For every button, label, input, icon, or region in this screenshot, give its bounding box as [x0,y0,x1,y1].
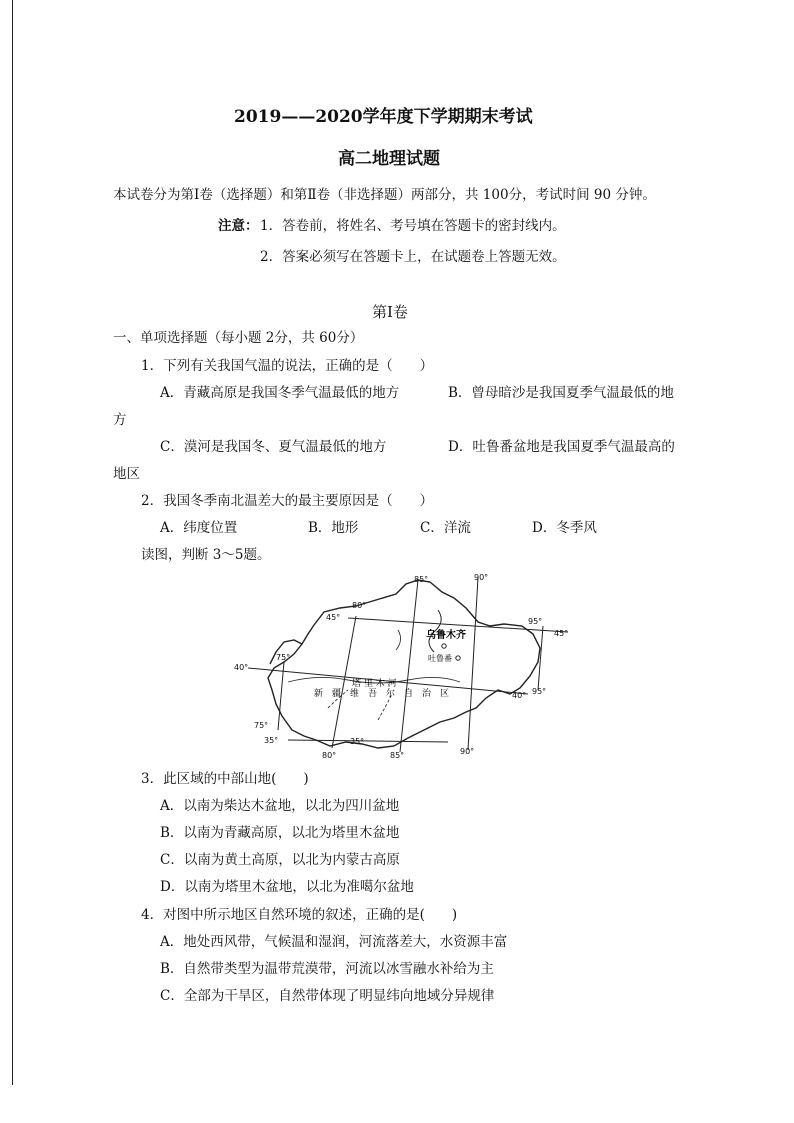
exam-subtitle: 高二地理试题 [338,149,440,169]
label-35-left: 35° [264,736,279,745]
meridian-85 [400,580,418,752]
label-90-bottom: 90° [460,747,475,756]
label-80-top: 80° [352,601,367,610]
q3-option-a: A．以南为柴达木盆地，以北为四川盆地 [160,798,400,814]
q2-option-a: A．纬度位置 [160,520,238,536]
meridian-75 [278,662,284,730]
label-75-bottom: 75° [254,721,269,730]
exam-title: 2019——2020学年度下学期期末考试 [234,107,533,127]
exam-intro: 本试卷分为第Ⅰ卷（选择题）和第Ⅱ卷（非选择题）两部分，共 100分，考试时间 90 分钟。 [113,187,656,203]
binding-margin-line [12,0,13,1085]
q1-option-c: C．漠河是我国冬、夏气温最低的地方 [160,439,387,455]
notes-label: 注意： [218,218,259,234]
city-turpan: 吐鲁番 [428,654,452,663]
q4-option-b: B．自然带类型为温带荒漠带，河流以冰雪融水补给为主 [160,961,494,977]
q1-option-d: D．吐鲁番盆地是我国夏季气温最高的 [448,439,675,455]
q1-option-a: A．青藏高原是我国冬季气温最低的地方 [160,385,400,401]
note-item-1: 1．答卷前，将姓名、考号填在答题卡的密封线内。 [260,218,566,234]
xinjiang-map [228,570,568,760]
q1-option-b: B．曾母暗沙是我国夏季气温最低的地 [448,385,674,401]
q2-option-b: B．地形 [308,520,359,536]
q2-option-d: D．冬季风 [532,520,597,536]
q1-option-d-continued: 地区 [113,466,140,482]
q4-stem: 4．对图中所示地区自然环境的叙述，正确的是( ) [141,907,458,923]
meridian-90 [468,578,478,750]
label-35-bottom: 35° [350,737,365,746]
q3-option-d: D．以南为塔里木盆地，以北为准噶尔盆地 [160,879,414,895]
label-75-top: 75° [276,653,291,662]
parallel-35 [288,740,448,742]
label-80-bottom: 80° [322,751,337,760]
label-90-top: 90° [474,573,489,582]
tarim-river-label: 塔 里 木 河 [352,679,397,689]
label-45-left: 45° [326,613,341,622]
label-45-right: 45° [554,629,568,638]
part-heading: 一、单项选择题（每小题 2分，共 60分） [113,330,364,346]
note-item-2: 2．答案必须写在答题卡上，在试题卷上答题无效。 [260,249,566,265]
label-85-bottom: 85° [390,751,405,760]
q4-option-c: C．全部为干旱区，自然带体现了明显纬向地域分异规律 [160,988,495,1004]
section-heading: 第Ⅰ卷 [372,303,408,321]
map-outline [268,580,543,748]
turpan-marker [456,656,460,660]
q3-stem: 3．此区域的中部山地( ) [141,771,309,787]
label-85: 85° [414,575,429,584]
city-urumqi: 乌鲁木齐 [426,630,466,641]
q1-stem: 1．下列有关我国气温的说法，正确的是（ ） [141,358,434,374]
q3-option-c: C．以南为黄土高原，以北为内蒙古高原 [160,852,400,868]
urumqi-marker [442,644,446,648]
q2-option-c: C．洋流 [420,520,471,536]
region-label: 新 疆 维 吾 尔 自 治 区 [314,689,450,699]
q4-option-a: A．地处西风带，气候温和湿润，河流落差大，水资源丰富 [160,934,508,950]
q1-option-b-continued: 方 [113,412,127,428]
label-95-bottom: 95° [532,687,547,696]
q3-option-b: B．以南为青藏高原，以北为塔里木盆地 [160,825,400,841]
q2-stem: 2．我国冬季南北温差大的最主要原因是（ ） [141,493,434,509]
label-40-right: 40° [512,691,527,700]
graticule [248,578,568,752]
label-95-top: 95° [528,617,543,626]
label-40-left: 40° [234,663,249,672]
map-intro: 读图，判断 3～5题。 [141,547,271,563]
